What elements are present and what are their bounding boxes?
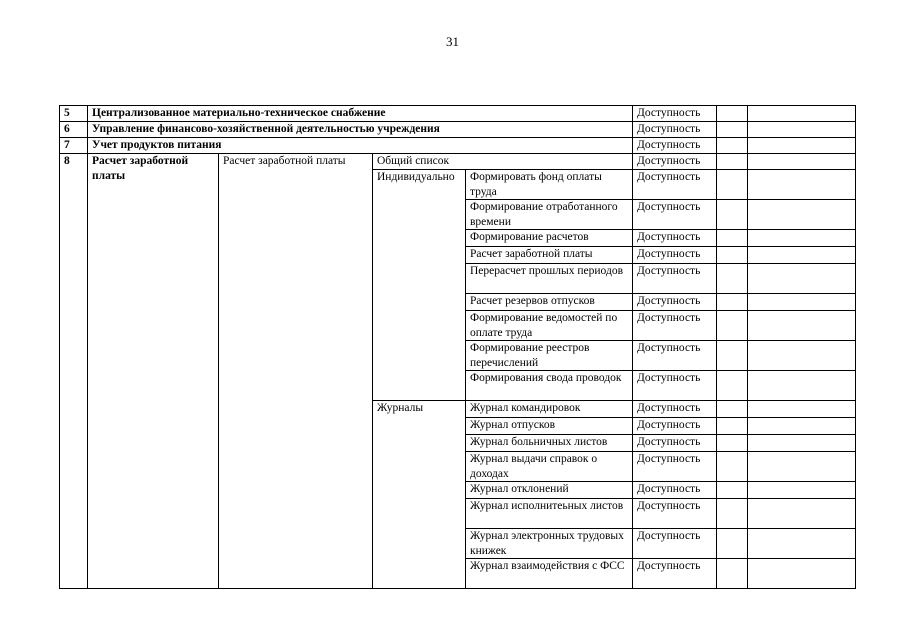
journal-name: Журнал командировок: [466, 401, 633, 418]
journal-name: Журнал отклонений: [466, 482, 633, 499]
blank-cell: [748, 559, 856, 589]
access-type: Доступность: [633, 452, 717, 482]
group-label-individual: Индивидуально: [373, 170, 466, 401]
function-name: Формирования свода проводок: [466, 371, 633, 401]
blank-cell: [748, 499, 856, 529]
function-name: Формирование расчетов: [466, 230, 633, 247]
blank-cell: [748, 264, 856, 294]
blank-cell: [748, 200, 856, 230]
function-name: Формировать фонд оплаты труда: [466, 170, 633, 200]
general-list-label: Общий список: [373, 154, 633, 170]
blank-cell: [717, 230, 748, 247]
journal-name: Журнал выдачи справок о доходах: [466, 452, 633, 482]
row-number: 5: [60, 106, 88, 122]
blank-cell: [717, 418, 748, 435]
row-number: 6: [60, 122, 88, 138]
row-number: 8: [60, 154, 88, 589]
blank-cell: [717, 122, 748, 138]
access-type: Доступность: [633, 341, 717, 371]
blank-cell: [717, 170, 748, 200]
blank-cell: [717, 529, 748, 559]
blank-cell: [748, 341, 856, 371]
blank-cell: [748, 435, 856, 452]
access-type: Доступность: [633, 499, 717, 529]
access-type: Доступность: [633, 264, 717, 294]
blank-cell: [717, 264, 748, 294]
function-name: Перерасчет прошлых периодов: [466, 264, 633, 294]
blank-cell: [748, 418, 856, 435]
blank-cell: [748, 247, 856, 264]
blank-cell: [748, 154, 856, 170]
module-name: Расчет заработной платы: [219, 154, 373, 589]
blank-cell: [717, 401, 748, 418]
blank-cell: [717, 435, 748, 452]
access-type: Доступность: [633, 200, 717, 230]
blank-cell: [717, 341, 748, 371]
row-number: 7: [60, 138, 88, 154]
function-name: Формирование отработанного времени: [466, 200, 633, 230]
journal-name: Журнал исполнитеьных листов: [466, 499, 633, 529]
access-type: Доступность: [633, 294, 717, 311]
blank-cell: [717, 154, 748, 170]
blank-cell: [748, 401, 856, 418]
subsystem-name: Расчет заработной платы: [88, 154, 219, 589]
access-type: Доступность: [633, 138, 717, 154]
access-type: Доступность: [633, 371, 717, 401]
journal-name: Журнал взаимодействия с ФСС: [466, 559, 633, 589]
function-name: Формирование ведомостей по оплате труда: [466, 311, 633, 341]
function-name: Расчет заработной платы: [466, 247, 633, 264]
access-type: Доступность: [633, 311, 717, 341]
access-type: Доступность: [633, 435, 717, 452]
blank-cell: [748, 106, 856, 122]
blank-cell: [717, 311, 748, 341]
blank-cell: [748, 230, 856, 247]
blank-cell: [748, 452, 856, 482]
blank-cell: [748, 371, 856, 401]
blank-cell: [717, 452, 748, 482]
table-row: [60, 122, 856, 138]
access-type: Доступность: [633, 106, 717, 122]
journal-name: Журнал электронных трудовых книжек: [466, 529, 633, 559]
group-label-journals: Журналы: [373, 401, 466, 589]
blank-cell: [748, 529, 856, 559]
access-type: Доступность: [633, 170, 717, 200]
function-name: Расчет резервов отпусков: [466, 294, 633, 311]
subsystem-name: Учет продуктов питания: [88, 138, 633, 154]
page-number: 31: [446, 34, 459, 49]
blank-cell: [717, 106, 748, 122]
blank-cell: [717, 559, 748, 589]
blank-cell: [748, 138, 856, 154]
access-type: Доступность: [633, 418, 717, 435]
blank-cell: [717, 371, 748, 401]
blank-cell: [717, 200, 748, 230]
table-row: [60, 106, 856, 122]
access-type: Доступность: [633, 247, 717, 264]
access-type: Доступность: [633, 559, 717, 589]
access-type: Доступность: [633, 122, 717, 138]
blank-cell: [748, 122, 856, 138]
function-name: Формирование реестров перечислений: [466, 341, 633, 371]
blank-cell: [717, 482, 748, 499]
access-type: Доступность: [633, 401, 717, 418]
table-row: [60, 138, 856, 154]
blank-cell: [748, 170, 856, 200]
access-type: Доступность: [633, 529, 717, 559]
blank-cell: [748, 482, 856, 499]
access-type: Доступность: [633, 230, 717, 247]
access-type: Доступность: [633, 482, 717, 499]
table-row: [60, 154, 856, 170]
blank-cell: [717, 138, 748, 154]
subsystem-name: Управление финансово-хозяйственной деятельностью учреждения: [88, 122, 633, 138]
blank-cell: [717, 499, 748, 529]
blank-cell: [717, 247, 748, 264]
blank-cell: [748, 294, 856, 311]
access-table: [59, 105, 856, 589]
journal-name: Журнал больничных листов: [466, 435, 633, 452]
blank-cell: [717, 294, 748, 311]
subsystem-name: Централизованное материально-техническое снабжение: [88, 106, 633, 122]
blank-cell: [748, 311, 856, 341]
access-type: Доступность: [633, 154, 717, 170]
journal-name: Журнал отпусков: [466, 418, 633, 435]
